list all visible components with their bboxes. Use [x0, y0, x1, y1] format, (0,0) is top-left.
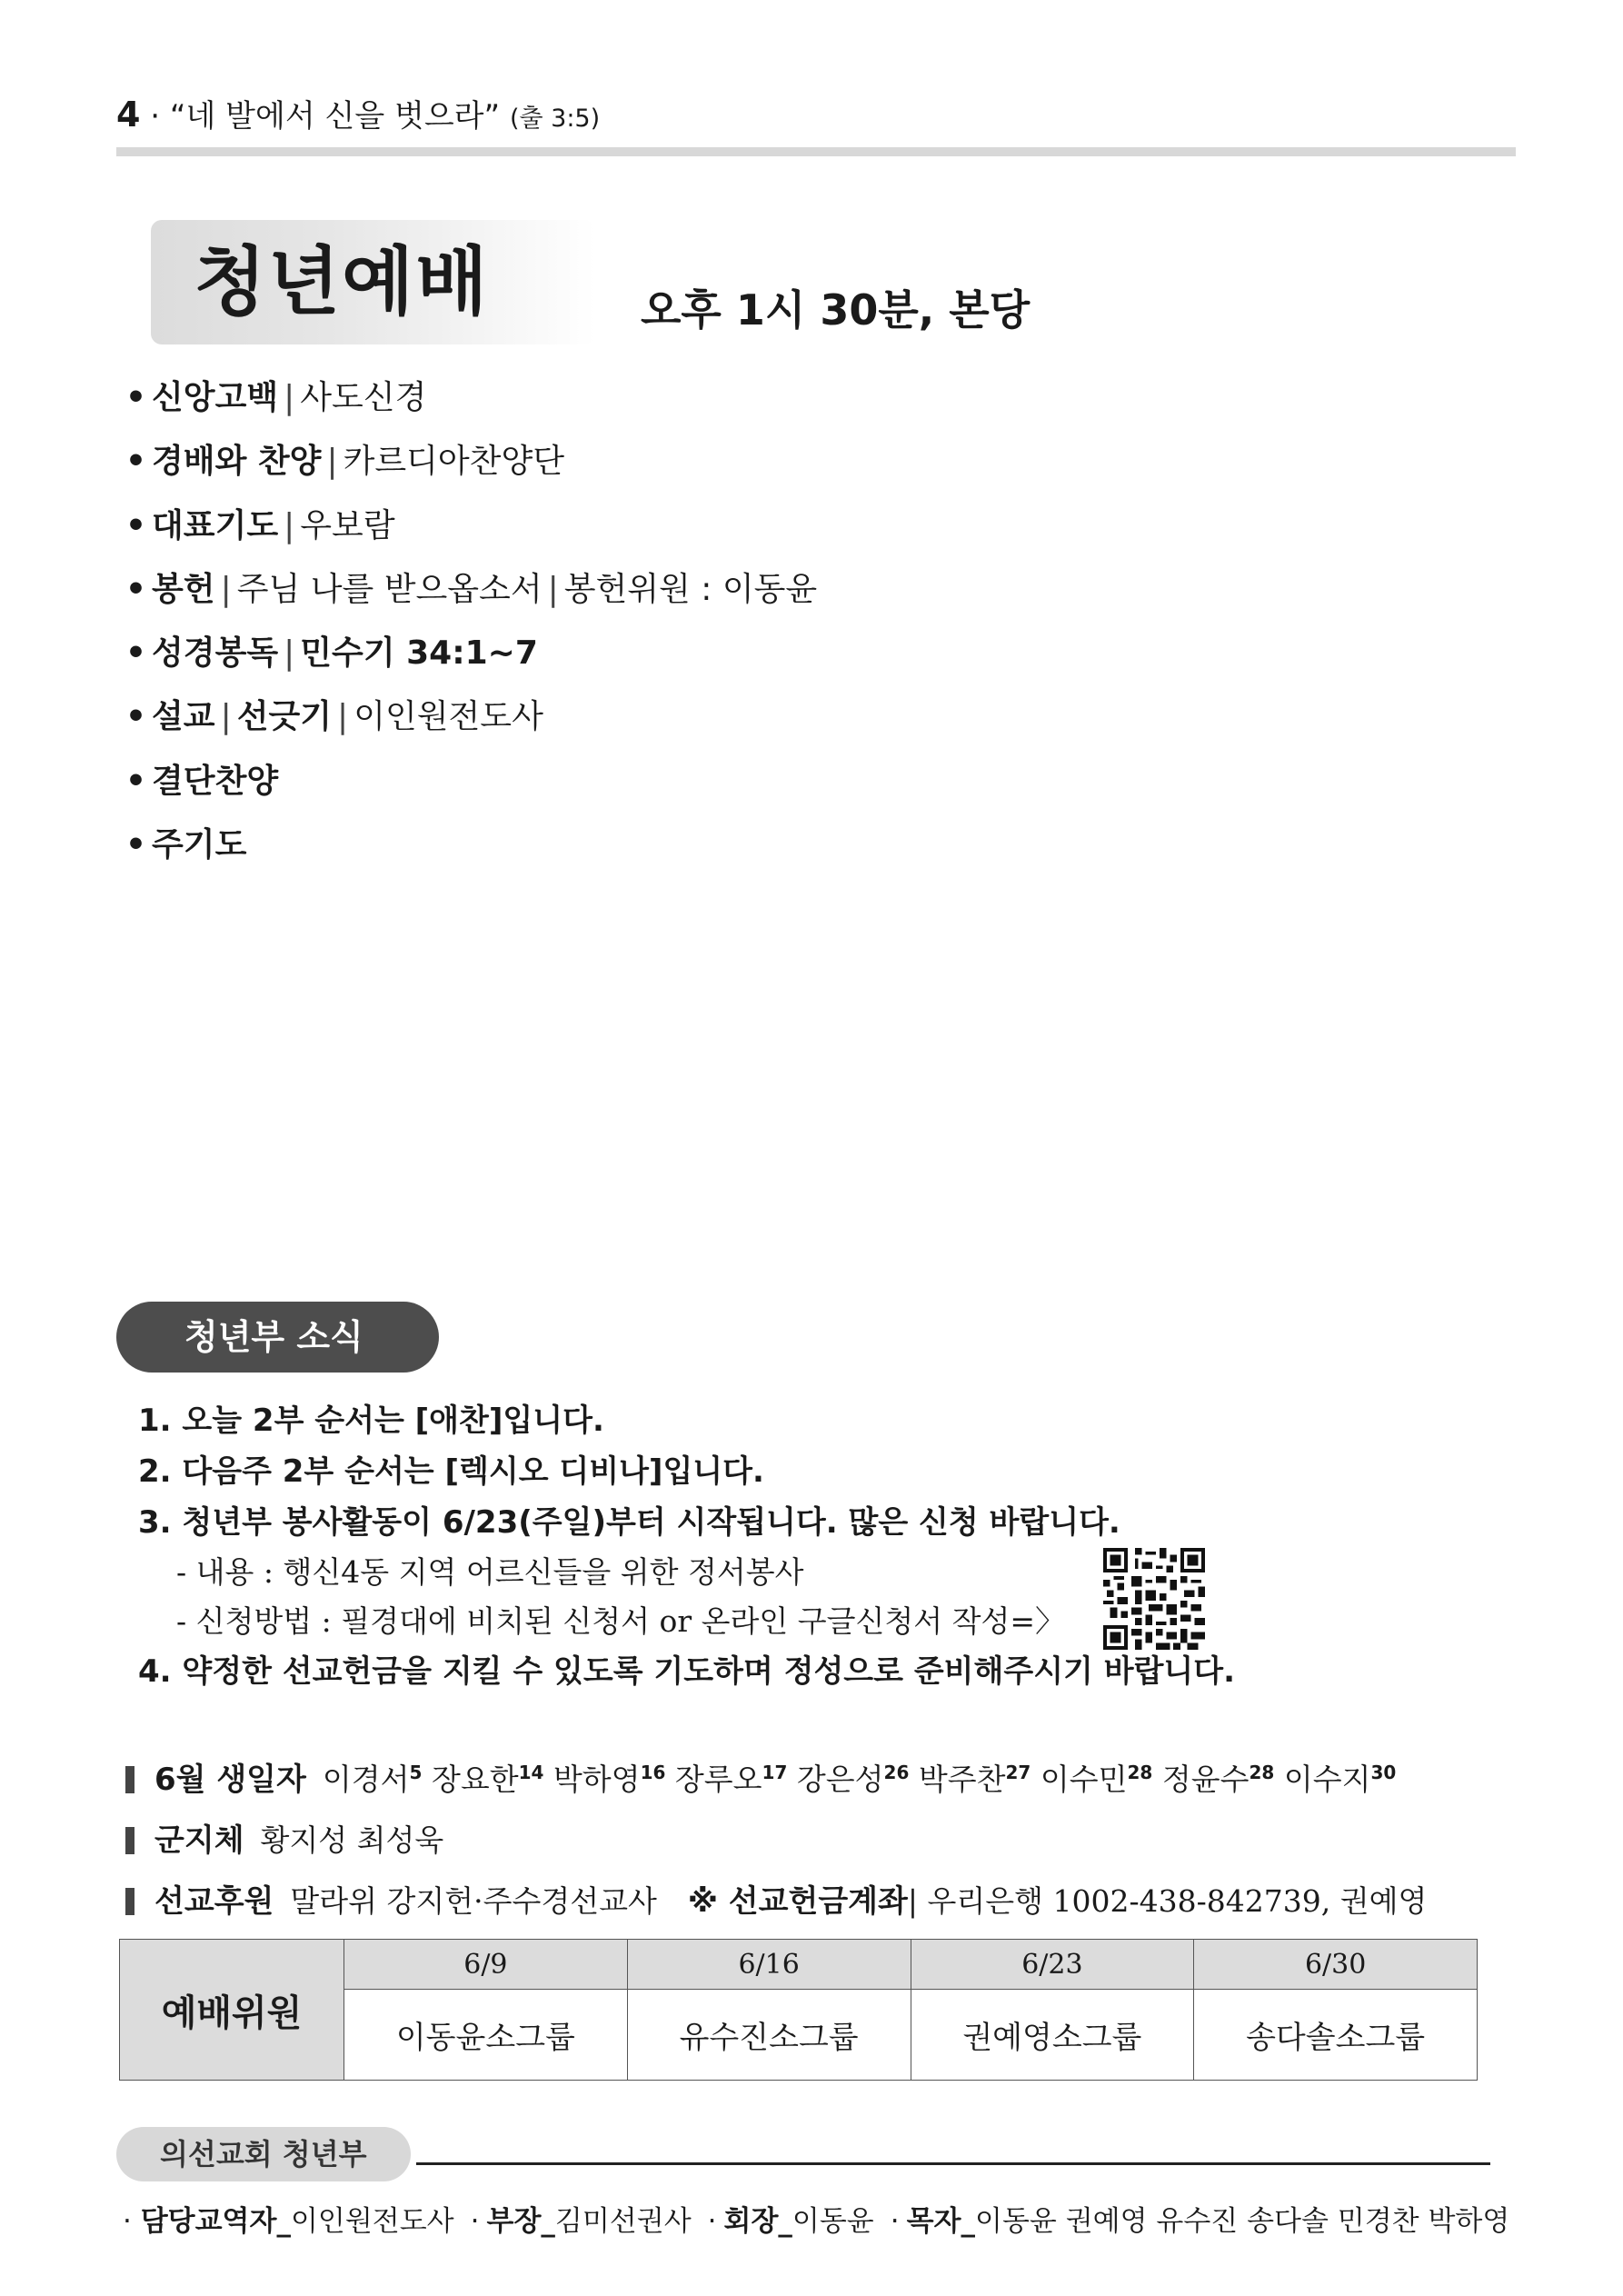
divider: | — [220, 570, 232, 608]
birthday-day: 5 — [409, 1762, 423, 1783]
order-item-name: 주기도 — [152, 826, 247, 864]
divider: | — [284, 506, 295, 544]
service-title: 청년예배 — [194, 239, 490, 325]
page-header — [116, 91, 600, 135]
sermon-title: 선긋기 — [236, 698, 333, 736]
header-separator: · — [150, 98, 161, 135]
birthday-list — [323, 1762, 1396, 1797]
birthday-day: 17 — [762, 1762, 788, 1783]
dot-separator: · — [890, 2205, 900, 2238]
header-reference: (출 3:5) — [509, 105, 601, 133]
military-line — [125, 1815, 443, 1860]
duty-group: 유수진소그룹 — [627, 1990, 911, 2081]
birthday-name: 이수지 — [1283, 1762, 1371, 1797]
service-time-place: 오후 1시 30분, 본당 — [641, 285, 1031, 334]
birthday-name: 강은성 — [796, 1762, 884, 1797]
duty-table — [119, 1939, 1478, 2081]
duty-group: 송다솔소그룹 — [1194, 1990, 1478, 2081]
divider: | — [220, 698, 232, 736]
news-item: 4. 약정한 선교헌금을 지킬 수 있도록 기도하며 정성으로 준비해주시기 바랍니다. — [138, 1653, 1236, 1690]
order-item-name: 대표기도 — [152, 506, 279, 544]
order-item-name: 봉헌 — [152, 570, 215, 608]
account-value: | 우리은행 1002-438-842739, 권예영 — [907, 1883, 1428, 1919]
duty-date: 6/16 — [627, 1940, 911, 1990]
order-item-extra: 봉헌위원 : 이동윤 — [563, 570, 818, 608]
birthday-name: 장요한 — [431, 1762, 519, 1797]
birthday-day: 16 — [640, 1762, 666, 1783]
bullet: • — [125, 379, 147, 416]
birthday-name: 이수민 — [1040, 1762, 1128, 1797]
birthday-line — [125, 1754, 1396, 1799]
order-list — [125, 371, 817, 882]
bar-marker — [125, 1766, 134, 1793]
birthday-name: 박주찬 — [918, 1762, 1006, 1797]
divider: | — [284, 379, 295, 416]
order-item-name: 신앙고백 — [152, 379, 279, 416]
order-item-detail: 우보람 — [300, 506, 395, 544]
order-item — [125, 754, 817, 818]
footer-org — [116, 2127, 411, 2181]
order-item — [125, 563, 817, 626]
order-item — [125, 690, 817, 754]
divider: | — [337, 698, 349, 736]
scripture-reading: 민수기 34:1~7 — [300, 634, 538, 673]
order-item — [125, 499, 817, 563]
staff-names: 이동윤 권예영 유수진 송다솔 민경찬 박하영 — [975, 2205, 1510, 2238]
order-item — [125, 434, 817, 498]
order-item-name: 경배와 찬양 — [152, 443, 322, 481]
duty-date: 6/23 — [911, 1940, 1194, 1990]
footer-org-text: 의선교회 청년부 — [160, 2137, 367, 2171]
staff-role: 목자_ — [906, 2205, 976, 2238]
order-item-name: 설교 — [152, 698, 215, 736]
birthday-day: 27 — [1005, 1762, 1031, 1783]
staff-names: 김미선권사 — [554, 2205, 692, 2238]
divider: | — [326, 443, 338, 481]
news-item: 1. 오늘 2부 순서는 [애찬]입니다. — [138, 1403, 604, 1439]
bullet: • — [125, 443, 147, 481]
duty-date: 6/30 — [1194, 1940, 1478, 1990]
birthday-day: 28 — [1127, 1762, 1153, 1783]
dot-separator: · — [707, 2205, 717, 2238]
birthday-day: 28 — [1249, 1762, 1275, 1783]
military-label: 군지체 — [154, 1822, 244, 1859]
staff-names: 이동윤 — [792, 2205, 874, 2238]
dot-separator: · — [123, 2205, 132, 2238]
news-label-text: 청년부 소식 — [184, 1317, 363, 1357]
mission-line — [125, 1876, 1427, 1921]
bullet: • — [125, 762, 147, 800]
footer-rule — [416, 2162, 1490, 2165]
bar-marker — [125, 1888, 134, 1915]
staff-role: 부장_ — [486, 2205, 555, 2238]
bullet: • — [125, 634, 147, 673]
bullet: • — [125, 570, 147, 608]
divider: | — [547, 570, 559, 608]
bar-marker — [125, 1827, 134, 1854]
birthday-name: 박하영 — [553, 1762, 641, 1797]
news-sub-item: - 내용 : 행신4동 지역 어르신들을 위한 정서봉사 — [176, 1554, 804, 1590]
account-label: ※ 선교헌금계좌 — [687, 1883, 908, 1920]
order-item-detail: 주님 나를 받으옵소서 — [236, 570, 543, 608]
order-item-name: 결단찬양 — [152, 762, 279, 800]
duty-table-label: 예배위원 — [120, 1940, 344, 2081]
mission-label: 선교후원 — [154, 1883, 274, 1920]
duty-date: 6/9 — [344, 1940, 628, 1990]
news-label — [116, 1302, 439, 1373]
dot-separator: · — [470, 2205, 480, 2238]
birthday-name: 정윤수 — [1161, 1762, 1250, 1797]
order-item-detail: 사도신경 — [300, 379, 427, 416]
order-item-detail: 이인원전도사 — [353, 698, 543, 736]
order-item — [125, 626, 817, 690]
table-row — [120, 1940, 1478, 1990]
birthday-name: 이경서 — [322, 1762, 410, 1797]
news-list — [138, 1395, 1235, 1697]
news-item: 2. 다음주 2부 순서는 [렉시오 디비나]입니다. — [138, 1453, 764, 1490]
divider: | — [284, 634, 295, 673]
bullet: • — [125, 698, 147, 736]
header-rule — [116, 147, 1516, 156]
order-item-detail: 카르디아찬양단 — [343, 443, 565, 481]
order-item-name: 성경봉독 — [152, 634, 279, 673]
duty-group: 이동윤소그룹 — [344, 1990, 628, 2081]
bullet: • — [125, 826, 147, 864]
military-value: 황지성 최성욱 — [260, 1822, 444, 1858]
news-item: 3. 청년부 봉사활동이 6/23(주일)부터 시작됩니다. 많은 신청 바랍니다. — [138, 1504, 1120, 1541]
duty-group: 권예영소그룹 — [911, 1990, 1194, 2081]
header-quote: “네 발에서 신을 벗으라” — [169, 98, 501, 135]
staff-role: 담당교역자_ — [140, 2205, 291, 2238]
order-item — [125, 818, 817, 882]
qr-code-icon[interactable] — [1102, 1548, 1206, 1650]
bullet: • — [125, 506, 147, 544]
birthday-name: 장루오 — [674, 1762, 762, 1797]
mission-value: 말라위 강지헌·주수경선교사 — [290, 1883, 657, 1919]
news-sub-item: - 신청방법 : 필경대에 비치된 신청서 or 온라인 구글신청서 작성=〉 — [176, 1603, 1066, 1639]
birthday-day: 14 — [518, 1762, 544, 1783]
order-item — [125, 371, 817, 434]
birthday-label: 6월 생일자 — [154, 1762, 306, 1798]
birthday-day: 26 — [883, 1762, 910, 1783]
staff-role: 회장_ — [723, 2205, 792, 2238]
birthday-day: 30 — [1370, 1762, 1397, 1783]
page-number: 4 — [116, 95, 141, 135]
staff-names: 이인원전도사 — [290, 2205, 454, 2238]
footer-staff — [123, 2198, 1509, 2239]
